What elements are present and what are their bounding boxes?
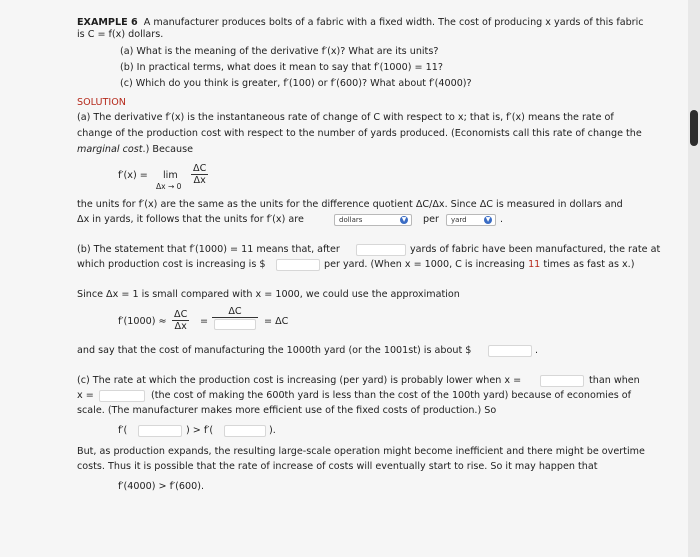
part-b-line-2-end: times as fast as x.) [543, 259, 635, 270]
part-b-line-1-post: yards of fabric have been manufactured, the rate at [410, 244, 661, 255]
rate-dollars-input[interactable] [276, 259, 320, 271]
approx-lhs: f′(1000) ≈ [118, 316, 167, 327]
formula-numerator: ΔC [193, 163, 207, 174]
formula-lim-subscript: Δx → 0 [156, 182, 182, 191]
part-c-line-1-pre: (c) The rate at which the production cost is increasing (per yard) is probably lower when x = [77, 375, 522, 386]
units-denominator-value: yard [451, 216, 467, 224]
question-b: (b) In practical terms, what does it mean to say that f′(1000) = 11? [120, 62, 443, 73]
part-b-line-2-rest [324, 259, 634, 271]
inequality-first-input[interactable] [138, 425, 182, 437]
part-a-line-3-rest: .) Because [142, 144, 193, 155]
cost-line-end: . [535, 345, 539, 356]
part-b-line-2-mid: per yard. (When x = 1000, C is increasing [324, 259, 526, 270]
units-numerator-select[interactable] [334, 214, 412, 226]
chevron-down-icon: ▼ [485, 216, 491, 223]
inequality-f1: f′( [118, 425, 128, 436]
units-per: per [423, 214, 439, 225]
units-numerator-value: dollars [339, 216, 363, 224]
part-b-line-1-pre: (b) The statement that f′(1000) = 11 means that, after [77, 244, 340, 255]
since-line: Since Δx = 1 is small compared with x = 1000, we could use the approximation [77, 289, 460, 300]
question-a: (a) What is the meaning of the derivative f′(x)? What are its units? [120, 46, 439, 57]
part-a-line-2: change of the production cost with respect to the number of yards produced. (Economists call this rate of change the [77, 128, 642, 139]
approx-fraction-1 [172, 309, 189, 332]
part-a-line-1: (a) The derivative f′(x) is the instantaneous rate of change of C with respect to x; that is, f′(x) means the rate of [77, 112, 614, 123]
cost-estimate-input[interactable] [488, 345, 532, 357]
formula-lhs: f′(x) = [118, 170, 148, 181]
but-line-1: But, as production expands, the resulting large-scale operation might become inefficient and there might be overtime [77, 446, 645, 457]
marginal-cost-term: marginal cost [77, 144, 143, 155]
approx-numerator-2: ΔC [212, 306, 258, 318]
part-c-line-1-post: than when [589, 375, 640, 386]
vertical-scrollbar[interactable] [688, 0, 700, 557]
final-inequality: f′(4000) > f′(600). [118, 481, 204, 492]
part-a-line-3 [77, 144, 193, 156]
part-c-line-3: scale. (The manufacturer makes more efficient use of the fixed costs of production.) So [77, 405, 497, 416]
approx-denominator-1: Δx [174, 321, 187, 332]
part-b-line-2-pre: which production cost is increasing is $ [77, 259, 266, 270]
cost-line: and say that the cost of manufacturing the 1000th yard (or the 1001st) is about $ [77, 345, 472, 356]
inequality-end: ). [269, 425, 276, 436]
units-line-1: the units for f′(x) are the same as the units for the difference quotient ΔC/Δx. Since ΔC is measured in dollars and [77, 199, 623, 210]
inequality-second-input[interactable] [224, 425, 266, 437]
lower-x-input[interactable] [540, 375, 584, 387]
approx-rhs: = ΔC [264, 316, 289, 327]
chevron-down-icon: ▼ [401, 216, 407, 223]
yards-manufactured-input[interactable] [356, 244, 406, 256]
approx-numerator-1: ΔC [174, 309, 188, 320]
scrollbar-thumb[interactable] [690, 110, 698, 146]
part-b-rate-highlight: 11 [528, 259, 541, 270]
intro-text-1: A manufacturer produces bolts of a fabric with a fixed width. The cost of producing x yards of this fabric [143, 17, 644, 28]
formula-lim: lim [163, 170, 178, 181]
part-c-line-2-post: (the cost of making the 600th yard is less than the cost of the 100th yard) because of economies of [151, 390, 632, 401]
inequality-mid: ) > f′( [186, 425, 214, 436]
intro-line-1 [77, 17, 644, 29]
units-period: . [500, 214, 504, 225]
solution-label: SOLUTION [77, 97, 126, 108]
example-label: EXAMPLE 6 [77, 17, 138, 28]
higher-x-input[interactable] [99, 390, 145, 402]
formula-denominator: Δx [193, 175, 206, 186]
units-line-2: Δx in yards, it follows that the units for f′(x) are [77, 214, 304, 225]
approx-denominator-input[interactable] [214, 319, 256, 330]
but-line-2: costs. Thus it is possible that the rate of increase of costs will eventually start to rise. So it may happen that [77, 461, 598, 472]
intro-line-2: is C = f(x) dollars. [77, 29, 164, 40]
question-c: (c) Which do you think is greater, f′(100) or f′(600)? What about f′(4000)? [120, 78, 472, 89]
units-denominator-select[interactable] [446, 214, 496, 226]
part-c-line-2-pre: x = [77, 390, 94, 401]
formula-fraction [191, 163, 208, 186]
approx-equals: = [200, 316, 209, 327]
